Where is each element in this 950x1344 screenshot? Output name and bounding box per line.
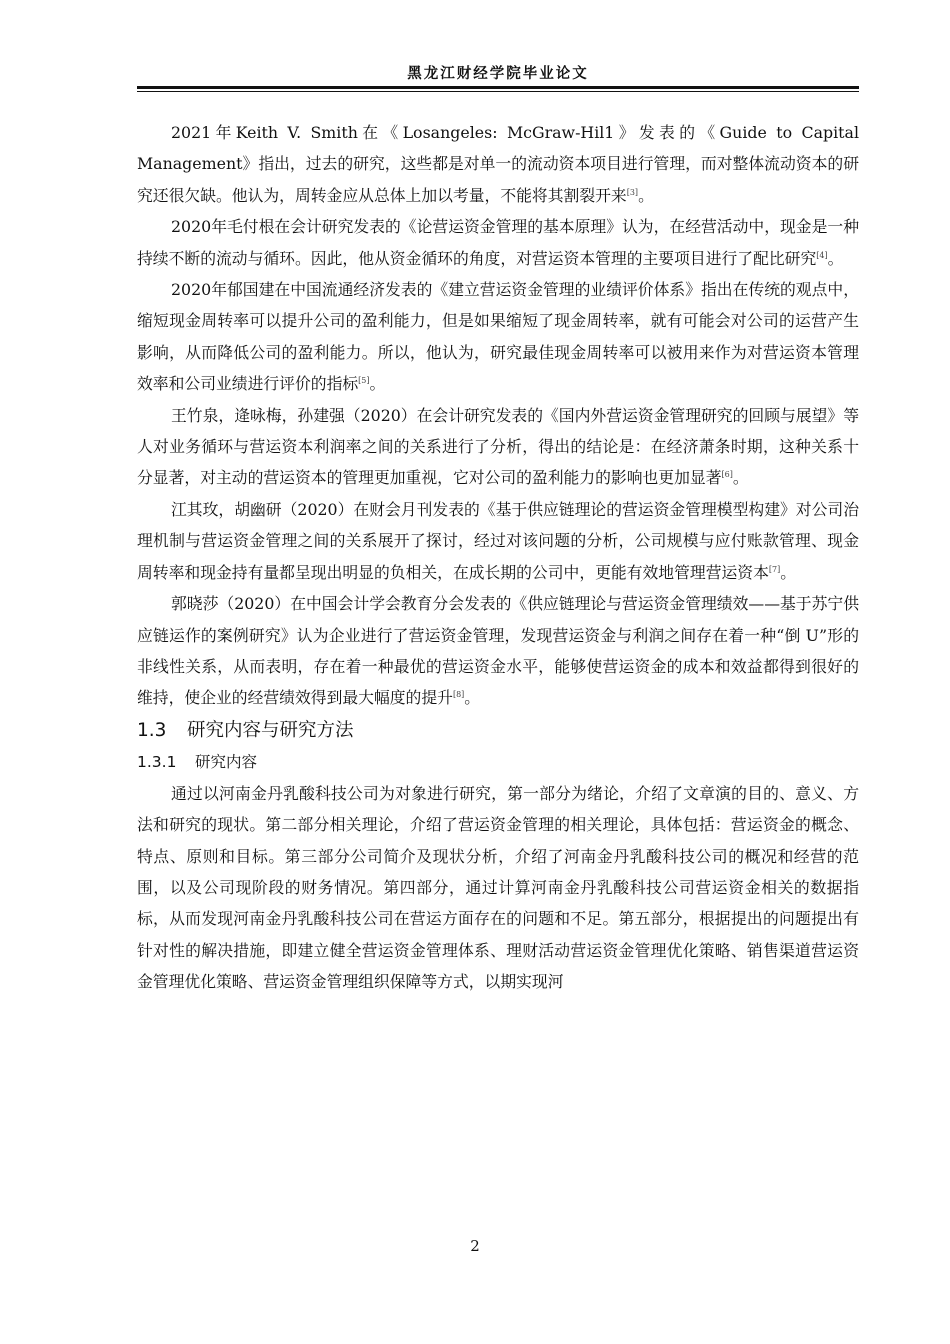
page-header-title: 黑龙江财经学院毕业论文 [407,65,589,82]
page-body [137,117,859,998]
subsection-title: 研究内容 [195,752,258,771]
reference-paragraph: 江其玫，胡幽研（2020）在财会月刊发表的《基于供应链理论的营运资金管理模型构建》对公司治理机制与营运资金管理之间的关系展开了探讨，经过对该问题的分析，公司规模与应付账款管理、现金周转率和现金持有量都呈现出明显的负相关，在成长期的公司中，更能有效地管理营运资本[7]。 [137,499,859,582]
reference-paragraph: 2021年Keith V. Smith在《Losangeles: McGraw-Hil1》发表的《Guide to Capital Management》指出，过去的研究，这些都是对单一的流动资本项目进行管理，而对整体流动资本的研究还很欠缺。他认为，周转金应从总体上加以考量，不能将其割裂开来[3]。 [137,123,859,205]
header-rule-thick [137,86,859,89]
citation-mark: [7] [768,564,781,574]
page-number: 2 [470,1237,480,1255]
reference-paragraph: 王竹泉，逄咏梅，孙建强（2020）在会计研究发表的《国内外营运资金管理研究的回顾与展望》等人对业务循环与营运资本利润率之间的关系进行了分析，得出的结论是：在经济萧条时期，这种关系十分显著，对主动的营运资本的管理更加重视，它对公司的盈利能力的影响也更加显著[6]。 [137,405,859,488]
header-rule-thin [137,91,859,92]
citation-mark: [6] [721,470,733,480]
subsection-number: 1.3.1 [137,752,177,771]
reference-paragraph: 2020年郁国建在中国流通经济发表的《建立营运资金管理的业绩评价体系》指出在传统的观点中，缩短现金周转率可以提升公司的盈利能力，但是如果缩短了现金周转率，就有可能会对公司的运营产生影响，从而降低公司的盈利能力。所以，他认为，研究最佳现金周转率可以被用来作为对营运资本管理效率和公司业绩进行评价的指标[5]。 [137,280,859,394]
citation-mark: [8] [452,690,465,700]
citation-mark: [3] [626,187,639,197]
section-title: 研究内容与研究方法 [187,719,354,741]
citation-mark: [4] [816,250,828,260]
citation-mark: [5] [358,376,370,386]
subsection-heading [137,747,859,778]
reference-paragraph: 2020年毛付根在会计研究发表的《论营运资金管理的基本原理》认为，在经营活动中，现金是一种持续不断的流动与循环。因此，他从资金循环的角度，对营运资本管理的主要项目进行了配比研究[4]。 [137,217,859,268]
reference-paragraph: 郭晓莎（2020）在中国会计学会教育分会发表的《供应链理论与营运资金管理绩效——基于苏宁供应链运作的案例研究》认为企业进行了营运资金管理，发现营运资金与利润之间存在着一种“倒 U”形的非线性关系，从而表明，存在着一种最优的营运资金水平，能够使营运资金的成本和效益都得到很好的维持，使企业的经营绩效得到最大幅度的提升[8]。 [137,594,859,708]
body-paragraph: 通过以河南金丹乳酸科技公司为对象进行研究，第一部分为绪论，介绍了文章演的目的、意义、方法和研究的现状。第二部分相关理论，介绍了营运资金管理的相关理论，具体包括：营运资金的概念、特点、原则和目标。第三部分公司简介及现状分析，介绍了河南金丹乳酸科技公司的概况和经营的范围，以及公司现阶段的财务情况。第四部分，通过计算河南金丹乳酸科技公司营运资金相关的数据指标，从而发现河南金丹乳酸科技公司在营运方面存在的问题和不足。第五部分，根据提出的问题提出有针对性的解决措施，即建立健全营运资金管理体系、理财活动营运资金管理优化策略、销售渠道营运资金管理优化策略、营运资金管理组织保障等方式，以期实现河 [137,783,859,992]
section-heading [137,714,859,747]
section-number: 1.3 [137,719,167,741]
